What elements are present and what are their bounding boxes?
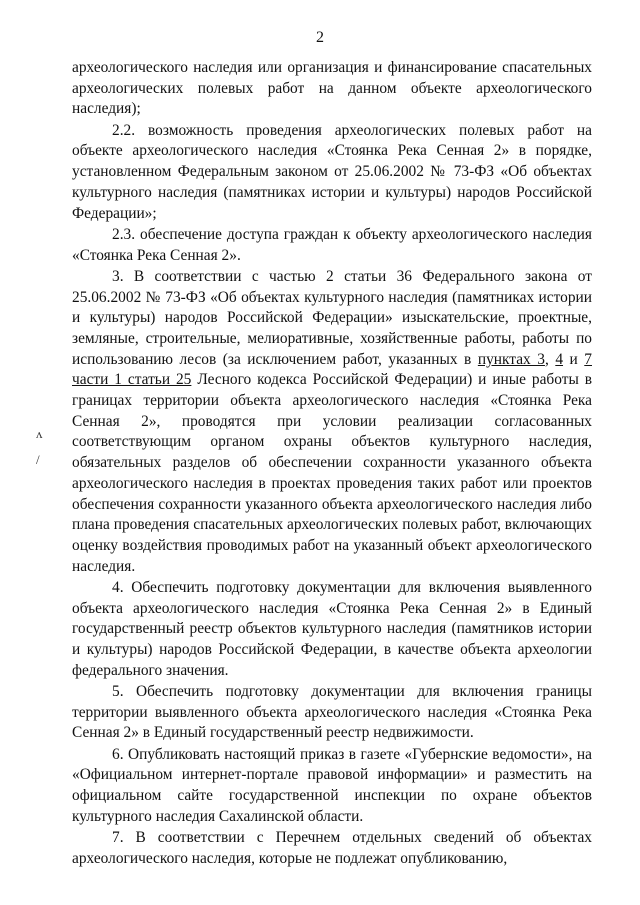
law-link-item-4[interactable]: 4 <box>555 350 564 368</box>
document-body <box>72 58 592 870</box>
paragraph-3-text-end: Лесного кодекса Российской Федерации) и иные работы в границах территории объекта археологического наследия «Стоянка Река Сенная 2», проводятся при условии реализации согласованных соответствующим органом охраны объектов культурного наследия, обязательных разделов об обеспечении сохранности указанного объекта археологического наследия в проектах проведения таких работ или проектов обеспечения сохранности указанного объекта археологического наследия либо плана проведения спасательных археологических полевых работ, включающих оценку воздействия проводимых работ на указанный объект археологического наследия. <box>72 371 592 575</box>
paragraph-2-2: 2.2. возможность проведения археологических полевых работ на объекте археологического наследия «Стоянка Река Сенная 2» в порядке, установленном Федеральным законом от 25.06.2002 № 73-ФЗ «Об объектах культурного наследия (памятниках истории и культуры) народов Российской Федерации»; <box>72 121 592 222</box>
separator: и <box>563 350 585 368</box>
paragraph-3-text: 3. В соответствии с частью 2 статьи 36 Федерального закона от 25.06.2002 № 73-ФЗ «Об объектах культурного наследия (памятниках истории и культуры) народов Российской Федерации» изыскательские, проектные, земляные, строительные, мелиоративные, хозяйственные работы, работы по использованию лесов (за исключением работ, указанных в <box>72 267 592 368</box>
paragraph-4: 4. Обеспечить подготовку документации для включения выявленного объекта археологического наследия «Стоянка Река Сенная 2» в Единый государственный реестр объектов культурного наследия (памятников истории и культуры) народов Российской Федерации, в качестве объекта археологии федерального значения. <box>72 578 592 679</box>
separator: , <box>544 350 556 368</box>
paragraph-continuation: археологического наследия или организация и финансирование спасательных археологических полевых работ на данном объекте археологического наследия); <box>72 59 592 118</box>
margin-mark: / <box>36 452 40 467</box>
margin-mark: ᴧ <box>36 426 43 441</box>
paragraph-6: 6. Опубликовать настоящий приказ в газете «Губернские ведомости», на «Официальном интернет-портале правовой информации» и разместить на официальном сайте государственной инспекции по охране объектов культурного наследия Сахалинской области. <box>72 745 592 825</box>
page-number: 2 <box>316 29 324 46</box>
paragraph-7: 7. В соответствии с Перечнем отдельных сведений об объектах археологического наследия, которые не подлежат опубликованию, <box>72 829 592 867</box>
paragraph-3 <box>72 267 592 578</box>
law-link-item-7[interactable]: 7 части 1 статьи 25 <box>72 350 592 389</box>
paragraph-2-3: 2.3. обеспечение доступа граждан к объекту археологического наследия «Стоянка Река Сенная 2». <box>72 225 592 264</box>
law-link-item-3[interactable]: пунктах 3 <box>477 350 545 368</box>
paragraph-5: 5. Обеспечить подготовку документации для включения границы территории выявленного объекта археологического наследия «Стоянка Река Сенная 2» в Единый государственный реестр недвижимости. <box>72 683 592 742</box>
